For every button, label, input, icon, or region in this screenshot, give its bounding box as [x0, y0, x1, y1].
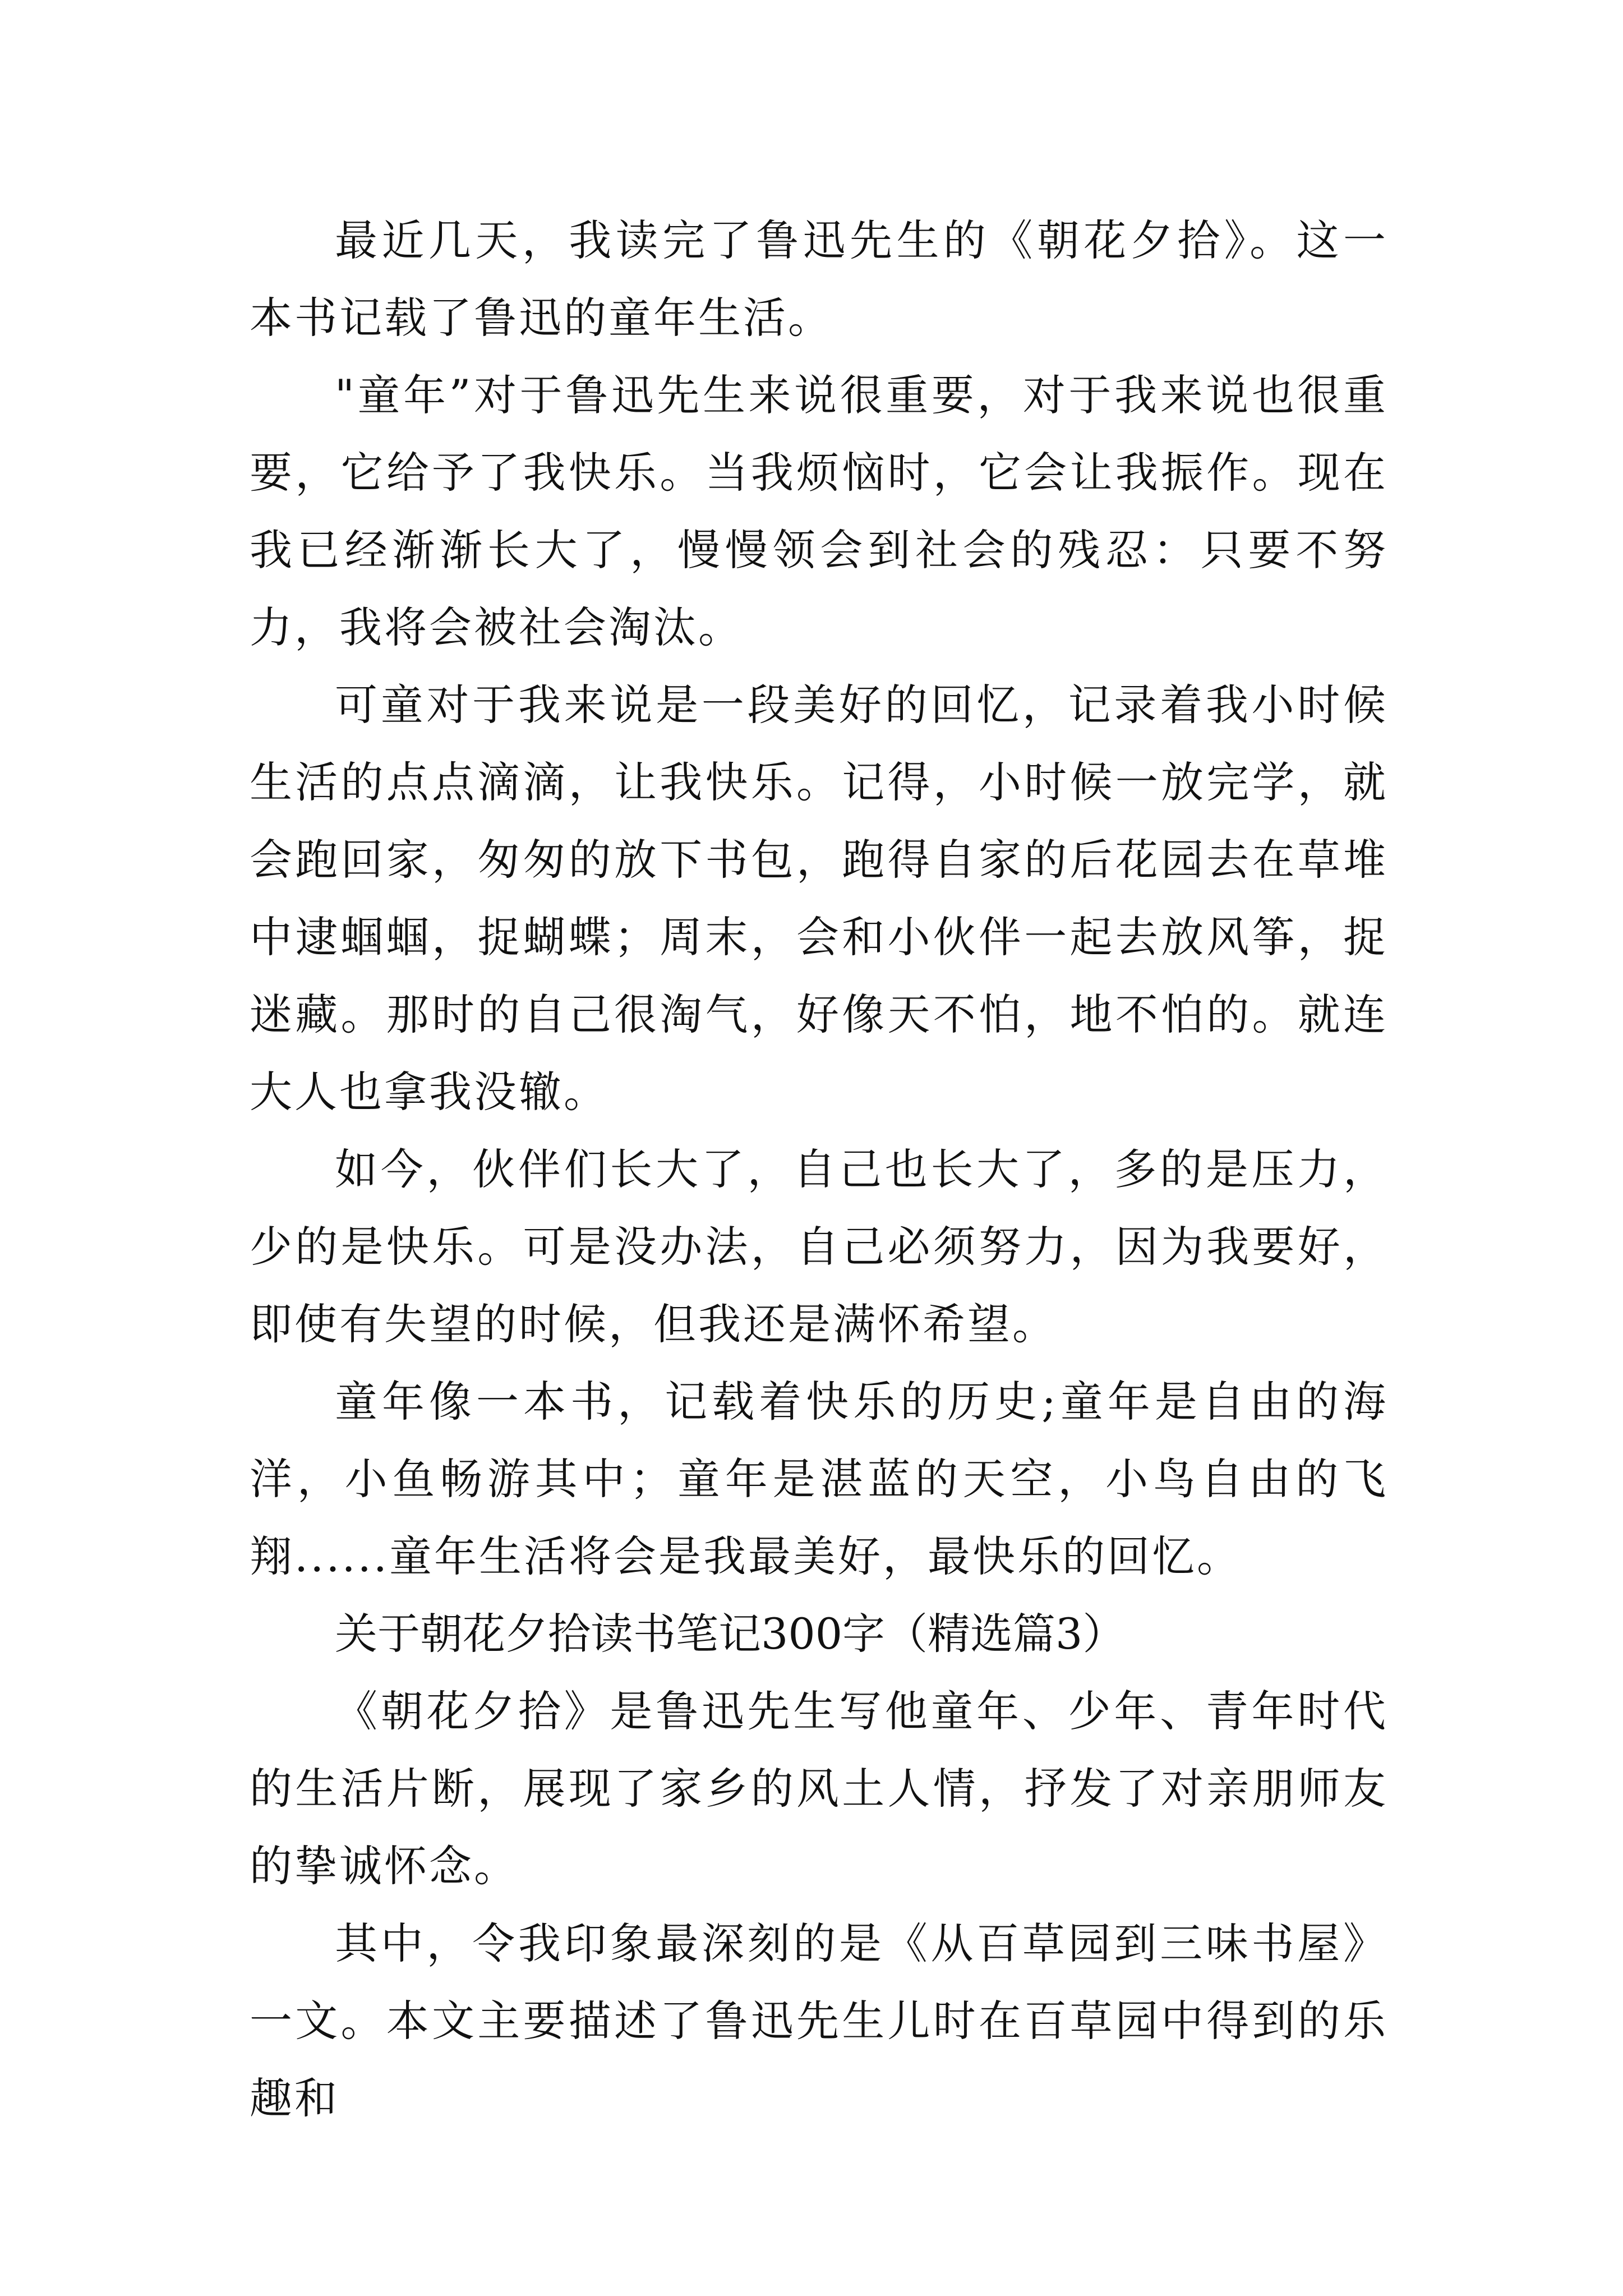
section-heading: 关于朝花夕拾读书笔记300字（精选篇3）: [335, 1609, 1126, 1659]
paragraph-1: 最近几天，我读完了鲁迅先生的《朝花夕拾》。这一本书记载了鲁迅的童年生活。: [250, 215, 1388, 343]
paragraph-6: 《朝花夕拾》是鲁迅先生写他童年、少年、青年时代的生活片断，展现了家乡的风土人情，抒发了对亲朋师友的挚诚怀念。: [250, 1686, 1388, 1891]
paragraph-5: 童年像一本书，记载着快乐的历史;童年是自由的海洋，小鱼畅游其中；童年是湛蓝的天空，小鸟自由的飞翔......童年生活将会是我最美好，最快乐的回忆。: [250, 1377, 1388, 1581]
paragraph-3: 可童对于我来说是一段美好的回忆，记录着我小时候生活的点点滴滴，让我快乐。记得，小时候一放完学，就会跑回家，匆匆的放下书包，跑得自家的后花园去在草堆中逮蝈蝈，捉蝴蝶；周末，会和小伙伴一起去放风筝，捉迷藏。那时的自己很淘气，好像天不怕，地不怕的。就连大人也拿我没辙。: [250, 680, 1388, 1117]
paragraph-7: 其中，令我印象最深刻的是《从百草园到三味书屋》一文。本文主要描述了鲁迅先生儿时在百草园中得到的乐趣和: [250, 1918, 1388, 2123]
paragraph-2: "童年”对于鲁迅先生来说很重要，对于我来说也很重要，它给予了我快乐。当我烦恼时，它会让我振作。现在我已经渐渐长大了，慢慢领会到社会的残忍：只要不努力，我将会被社会淘汰。: [250, 370, 1388, 652]
document-page: [250, 202, 1388, 2137]
paragraph-4: 如今，伙伴们长大了，自己也长大了，多的是压力，少的是快乐。可是没办法，自己必须努力，因为我要好，即使有失望的时候，但我还是满怀希望。: [250, 1144, 1388, 1349]
